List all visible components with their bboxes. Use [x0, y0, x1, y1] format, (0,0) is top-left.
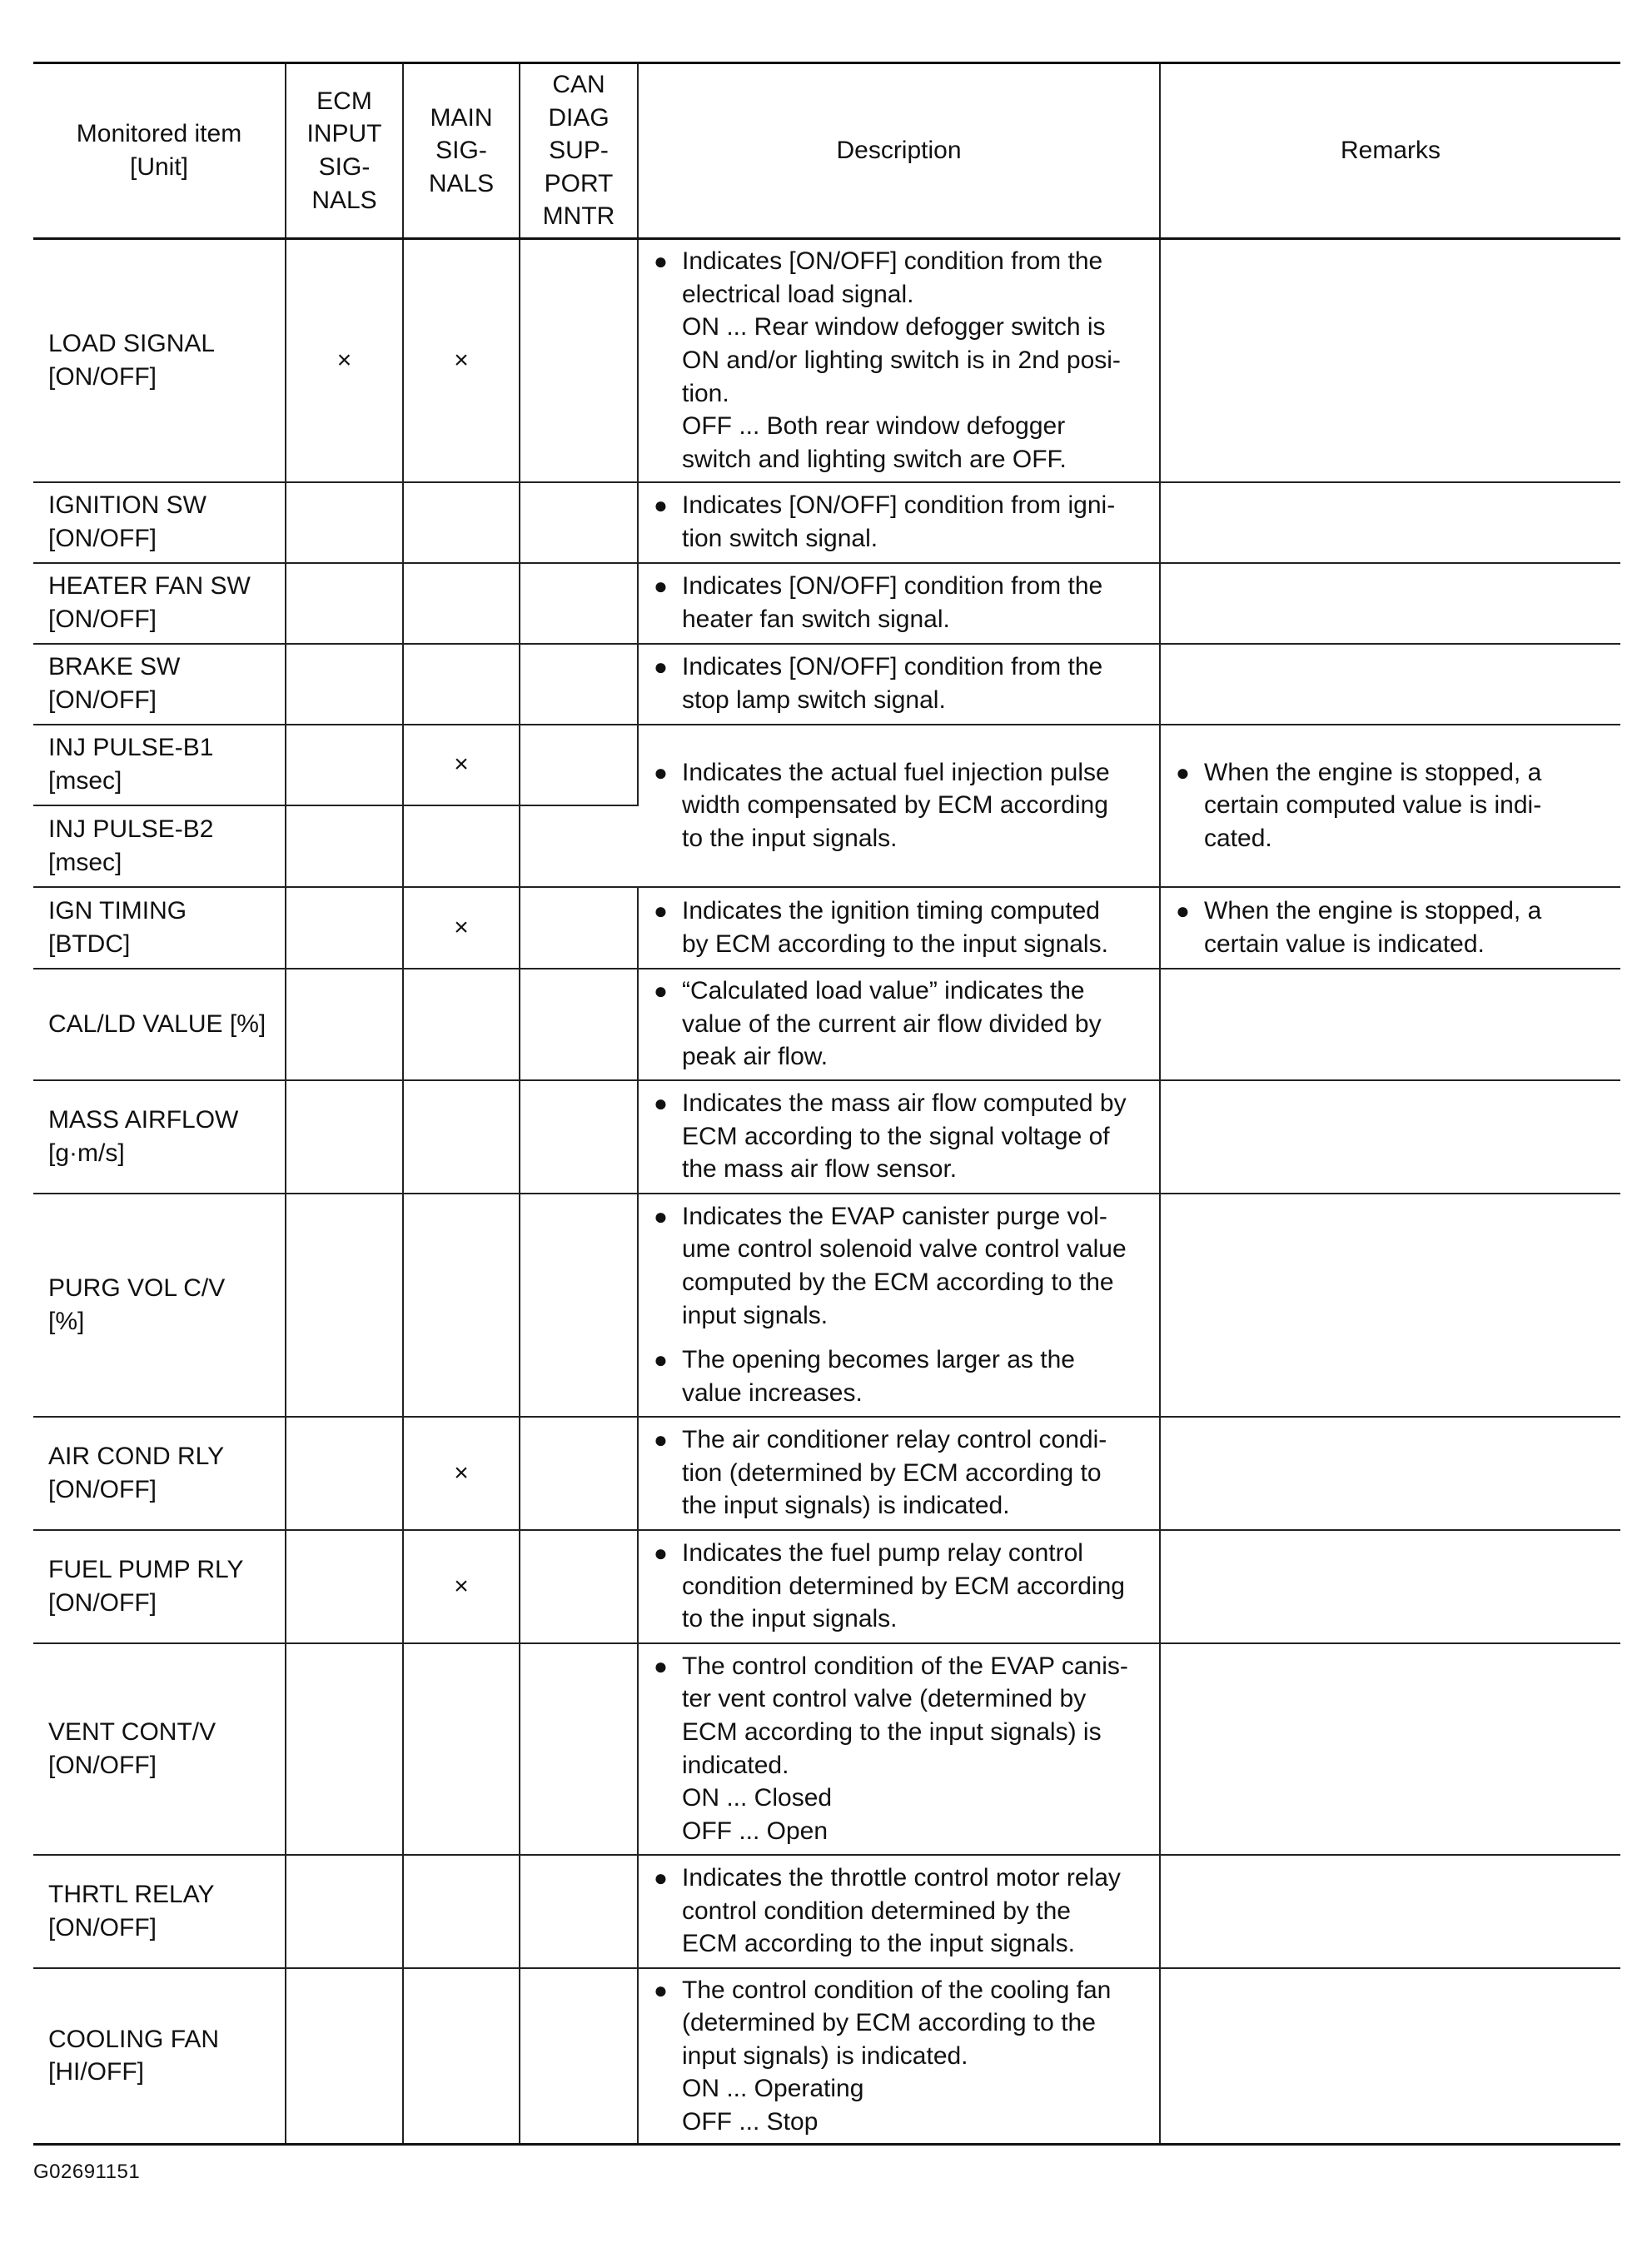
remarks-line: certain value is indicated.: [1204, 930, 1485, 958]
table-row: [33, 563, 1620, 644]
description-text: [682, 1343, 1151, 1409]
description-line: ON and/or lighting switch is in 2nd posi-: [682, 346, 1121, 374]
description-text: [682, 756, 1151, 855]
monitored-items-table: [33, 62, 1620, 2146]
description-text: [682, 1423, 1151, 1523]
description-line: by ECM according to the input signals.: [682, 930, 1108, 958]
main-signal-mark: [403, 1080, 520, 1194]
ecm-input-mark: [286, 1643, 403, 1855]
check-mark-icon: ×: [454, 750, 469, 779]
description: [638, 887, 1160, 969]
description: [638, 1194, 1160, 1417]
monitored-item-line: BRAKE SW: [48, 653, 181, 681]
description-line: peak air flow.: [682, 1043, 828, 1071]
description-line: ume control solenoid valve control value: [682, 1235, 1127, 1264]
table-row: [33, 1643, 1620, 1855]
table-row: [33, 482, 1620, 563]
ecm-input-mark: [286, 1530, 403, 1643]
remarks: [1160, 1855, 1620, 1968]
monitored-item: [33, 1080, 286, 1194]
remarks-bullet: [1176, 756, 1612, 855]
check-mark-icon: ×: [454, 1572, 469, 1600]
monitored-item-line: THRTL RELAY: [48, 1880, 215, 1908]
table-body: [33, 239, 1620, 2145]
header-remarks: Remarks: [1160, 63, 1620, 239]
bullet-icon: ●: [654, 897, 668, 924]
description-line: switch and lighting switch are OFF.: [682, 445, 1067, 473]
remarks-text: [1204, 895, 1612, 960]
can-diag-mark: [520, 1968, 638, 2145]
description-text: [682, 1974, 1151, 2139]
ecm-input-mark: [286, 805, 403, 887]
bullet-icon: ●: [654, 492, 668, 519]
table-row: [33, 887, 1620, 969]
can-diag-mark: [520, 1855, 638, 1968]
monitored-item: [33, 1530, 286, 1643]
main-signal-mark: [403, 1530, 520, 1643]
description-line: The control condition of the cooling fan: [682, 1976, 1112, 2004]
bullet-icon: ●: [1176, 897, 1190, 924]
table-row: [33, 239, 1620, 482]
table-row: [33, 1194, 1620, 1417]
monitored-item-line: INJ PULSE-B2: [48, 815, 214, 843]
remarks: [1160, 887, 1620, 969]
description-line: Indicates [ON/OFF] condition from the: [682, 572, 1103, 601]
description-line: the mass air flow sensor.: [682, 1155, 958, 1184]
main-signal-mark: [403, 725, 520, 805]
bullet-icon: ●: [654, 248, 668, 275]
description-line: ON ... Closed: [682, 1784, 833, 1812]
description: [638, 969, 1160, 1080]
check-mark-icon: ×: [336, 346, 352, 374]
can-diag-mark: [520, 482, 638, 563]
figure-id: G02691151: [33, 2161, 141, 2183]
header-can-diag-support-mntr: CAN DIAG SUP- PORT MNTR: [520, 63, 638, 239]
description: [638, 239, 1160, 482]
ecm-input-mark: [286, 239, 403, 482]
monitored-item-line: CAL/LD VALUE [%]: [48, 1009, 266, 1038]
can-diag-mark: [520, 644, 638, 725]
monitored-item: [33, 1643, 286, 1855]
monitored-item-line: PURG VOL C/V: [48, 1274, 226, 1302]
description-line: The control condition of the EVAP canis-: [682, 1652, 1128, 1680]
main-signal-mark: [403, 805, 520, 887]
monitored-item-line: [ON/OFF]: [48, 1751, 157, 1779]
ecm-input-mark: [286, 887, 403, 969]
monitored-item-line: COOLING FAN: [48, 2025, 220, 2053]
description-bullet: [654, 895, 1151, 960]
description-bullet: [654, 489, 1151, 555]
main-signal-mark: [403, 1194, 520, 1417]
ecm-input-mark: [286, 1080, 403, 1194]
monitored-item-line: HEATER FAN SW: [48, 572, 251, 601]
can-diag-mark: [520, 1530, 638, 1643]
ecm-input-mark: [286, 969, 403, 1080]
description-text: [682, 1200, 1151, 1332]
monitored-item-line: [BTDC]: [48, 930, 131, 958]
description-line: electrical load signal.: [682, 280, 914, 308]
description-line: tion switch signal.: [682, 525, 878, 552]
description-bullet: [654, 650, 1151, 716]
description: [638, 1080, 1160, 1194]
header-main-signals: MAIN SIG- NALS: [403, 63, 520, 239]
monitored-item: [33, 725, 286, 805]
description-line: Indicates the actual fuel injection pulse: [682, 758, 1110, 786]
description-line: ter vent control valve (determined by: [682, 1685, 1087, 1713]
table-row: [33, 1855, 1620, 1968]
monitored-item-line: [HI/OFF]: [48, 2058, 144, 2086]
remarks: [1160, 644, 1620, 725]
can-diag-mark: [520, 969, 638, 1080]
main-signal-mark: [403, 1417, 520, 1530]
monitored-item: [33, 887, 286, 969]
description: [638, 1855, 1160, 1968]
table-row: [33, 644, 1620, 725]
description-bullet: [654, 756, 1151, 855]
remarks-line: When the engine is stopped, a: [1204, 758, 1542, 786]
description-line: Indicates the throttle control motor relay: [682, 1864, 1121, 1892]
description-line: indicated.: [682, 1751, 789, 1779]
description-line: Indicates the fuel pump relay control: [682, 1539, 1083, 1568]
remarks: [1160, 1530, 1620, 1643]
bullet-icon: ●: [654, 978, 668, 1004]
monitored-item-line: MASS AIRFLOW: [48, 1105, 239, 1134]
monitored-item-line: [%]: [48, 1307, 85, 1335]
remarks: [1160, 482, 1620, 563]
remarks: [1160, 725, 1620, 887]
bullet-icon: ●: [654, 1540, 668, 1567]
remarks: [1160, 1417, 1620, 1530]
description-bullet: [654, 1650, 1151, 1848]
table-row: [33, 1530, 1620, 1643]
monitored-item-line: VENT CONT/V: [48, 1717, 216, 1746]
description-text: [682, 489, 1151, 555]
can-diag-mark: [520, 1643, 638, 1855]
remarks: [1160, 1643, 1620, 1855]
bullet-icon: ●: [654, 573, 668, 600]
monitored-item-line: IGNITION SW: [48, 491, 206, 520]
check-mark-icon: ×: [454, 346, 469, 374]
description-bullet: [654, 1200, 1151, 1332]
bullet-icon: ●: [1176, 759, 1190, 785]
header-ecm-input-signals: ECM INPUT SIG- NALS: [286, 63, 403, 239]
description-line: ON ... Rear window defogger switch is: [682, 313, 1106, 341]
header-description: Description: [638, 63, 1160, 239]
description-line: to the input signals.: [682, 1605, 898, 1633]
description-line: The opening becomes larger as the: [682, 1346, 1075, 1374]
remarks-line: cated.: [1204, 824, 1272, 852]
main-signal-mark: [403, 644, 520, 725]
can-diag-mark: [520, 805, 638, 887]
description-line: condition determined by ECM according: [682, 1572, 1125, 1600]
monitored-item-line: [msec]: [48, 767, 122, 795]
description-line: OFF ... Both rear window defogger: [682, 412, 1066, 441]
description-text: [682, 974, 1151, 1074]
monitored-item-line: [ON/OFF]: [48, 1913, 157, 1941]
table-row: [33, 725, 1620, 805]
monitored-item-line: IGN TIMING: [48, 896, 187, 925]
bullet-icon: ●: [654, 1865, 668, 1892]
bullet-icon: ●: [654, 759, 668, 785]
monitored-item: [33, 563, 286, 644]
monitored-item-line: AIR COND RLY: [48, 1442, 225, 1470]
monitored-item: [33, 1968, 286, 2145]
description-line: Indicates the mass air flow computed by: [682, 1089, 1127, 1118]
description: [638, 1417, 1160, 1530]
remarks: [1160, 969, 1620, 1080]
description-text: [682, 1087, 1151, 1186]
description-text: [682, 1537, 1151, 1636]
table-row: [33, 1968, 1620, 2145]
can-diag-mark: [520, 1194, 638, 1417]
description: [638, 644, 1160, 725]
bullet-icon: ●: [654, 1976, 668, 2003]
main-signal-mark: [403, 1643, 520, 1855]
description-text: [682, 895, 1151, 960]
ecm-input-mark: [286, 725, 403, 805]
monitored-item-line: [ON/OFF]: [48, 686, 157, 714]
monitored-item-line: LOAD SIGNAL: [48, 330, 216, 358]
check-mark-icon: ×: [454, 913, 469, 941]
bullet-icon: ●: [654, 1427, 668, 1453]
ecm-input-mark: [286, 482, 403, 563]
description-line: stop lamp switch signal.: [682, 686, 946, 714]
monitored-item: [33, 1194, 286, 1417]
ecm-input-mark: [286, 1194, 403, 1417]
description-line: OFF ... Stop: [682, 2107, 819, 2136]
check-mark-icon: ×: [454, 1458, 469, 1487]
description-bullet: [654, 570, 1151, 636]
monitored-item-line: [ON/OFF]: [48, 525, 157, 552]
description: [638, 563, 1160, 644]
monitored-item: [33, 969, 286, 1080]
description-bullet: [654, 1974, 1151, 2139]
description-line: input signals.: [682, 1301, 828, 1329]
description-line: heater fan switch signal.: [682, 606, 950, 633]
monitored-item: [33, 482, 286, 563]
description: [638, 1530, 1160, 1643]
monitored-item: [33, 1417, 286, 1530]
header-row: [33, 63, 1620, 239]
monitored-item-line: [ON/OFF]: [48, 606, 157, 633]
description-bullet: [654, 974, 1151, 1074]
bullet-icon: ●: [654, 1347, 668, 1373]
remarks: [1160, 1968, 1620, 2145]
description-text: [682, 1650, 1151, 1848]
description-line: to the input signals.: [682, 824, 898, 852]
ecm-input-mark: [286, 1855, 403, 1968]
bullet-icon: ●: [654, 1652, 668, 1679]
remarks-text: [1204, 756, 1612, 855]
description-bullet: [654, 1423, 1151, 1523]
monitored-item: [33, 239, 286, 482]
main-signal-mark: [403, 563, 520, 644]
description-line: The air conditioner relay control condi-: [682, 1426, 1107, 1454]
description-text: [682, 245, 1151, 476]
ecm-input-mark: [286, 563, 403, 644]
description-line: Indicates the ignition timing computed: [682, 896, 1100, 925]
main-signal-mark: [403, 482, 520, 563]
ecm-input-mark: [286, 1417, 403, 1530]
monitored-item: [33, 644, 286, 725]
table-row: [33, 1080, 1620, 1194]
ecm-input-mark: [286, 1968, 403, 2145]
description-text: [682, 570, 1151, 636]
remarks: [1160, 1080, 1620, 1194]
description-text: [682, 650, 1151, 716]
description-line: (determined by ECM according to the: [682, 2009, 1096, 2037]
description-line: width compensated by ECM according: [682, 791, 1108, 820]
can-diag-mark: [520, 725, 638, 805]
remarks: [1160, 239, 1620, 482]
description-line: Indicates [ON/OFF] condition from the: [682, 247, 1103, 276]
description-line: ECM according to the input signals) is: [682, 1717, 1102, 1746]
description-bullet: [654, 1862, 1151, 1961]
monitored-item-line: [ON/OFF]: [48, 1588, 157, 1617]
description-line: value increases.: [682, 1378, 863, 1407]
monitored-item-line: [g·m/s]: [48, 1139, 125, 1167]
can-diag-mark: [520, 239, 638, 482]
header-monitored-item: Monitored item [Unit]: [33, 63, 286, 239]
remarks: [1160, 1194, 1620, 1417]
monitored-item-line: [ON/OFF]: [48, 1475, 157, 1503]
description-bullet: [654, 1537, 1151, 1636]
ecm-input-mark: [286, 644, 403, 725]
bullet-icon: ●: [654, 1090, 668, 1117]
can-diag-mark: [520, 887, 638, 969]
description-line: Indicates [ON/OFF] condition from the: [682, 653, 1103, 681]
monitored-item: [33, 1855, 286, 1968]
description-line: tion.: [682, 379, 729, 407]
description-line: computed by the ECM according to the: [682, 1268, 1114, 1296]
description-bullet: [654, 245, 1151, 476]
remarks: [1160, 563, 1620, 644]
main-signal-mark: [403, 887, 520, 969]
description-text: [682, 1862, 1151, 1961]
description-line: Indicates [ON/OFF] condition from igni-: [682, 491, 1116, 520]
description: [638, 482, 1160, 563]
monitored-item-line: FUEL PUMP RLY: [48, 1555, 244, 1583]
description-line: ON ... Operating: [682, 2075, 864, 2103]
description-line: input signals) is indicated.: [682, 2041, 968, 2070]
description-line: ECM according to the signal voltage of: [682, 1122, 1110, 1150]
description-line: control condition determined by the: [682, 1897, 1071, 1925]
description: [638, 725, 1160, 887]
monitored-item-line: [ON/OFF]: [48, 362, 157, 391]
description-line: the input signals) is indicated.: [682, 1492, 1010, 1520]
description-line: OFF ... Open: [682, 1817, 828, 1845]
description-bullet: [654, 1087, 1151, 1186]
description: [638, 1643, 1160, 1855]
remarks-line: certain computed value is indi-: [1204, 791, 1542, 820]
table-row: [33, 969, 1620, 1080]
bullet-icon: ●: [654, 654, 668, 680]
description-line: tion (determined by ECM according to: [682, 1458, 1102, 1487]
main-signal-mark: [403, 1855, 520, 1968]
remarks-line: When the engine is stopped, a: [1204, 896, 1542, 925]
main-signal-mark: [403, 969, 520, 1080]
table-row: [33, 1417, 1620, 1530]
bullet-icon: ●: [654, 1203, 668, 1229]
description-line: ECM according to the input signals.: [682, 1930, 1075, 1958]
remarks-bullet: [1176, 895, 1612, 960]
main-signal-mark: [403, 239, 520, 482]
main-signal-mark: [403, 1968, 520, 2145]
can-diag-mark: [520, 563, 638, 644]
monitored-item-line: INJ PULSE-B1: [48, 734, 214, 762]
description-bullet: [654, 1343, 1151, 1409]
monitored-item: [33, 805, 286, 887]
description-line: value of the current air flow divided by: [682, 1009, 1102, 1038]
description: [638, 1968, 1160, 2145]
monitored-item-line: [msec]: [48, 848, 122, 876]
can-diag-mark: [520, 1080, 638, 1194]
can-diag-mark: [520, 1417, 638, 1530]
description-line: Indicates the EVAP canister purge vol-: [682, 1202, 1107, 1230]
description-line: “Calculated load value” indicates the: [682, 977, 1085, 1005]
